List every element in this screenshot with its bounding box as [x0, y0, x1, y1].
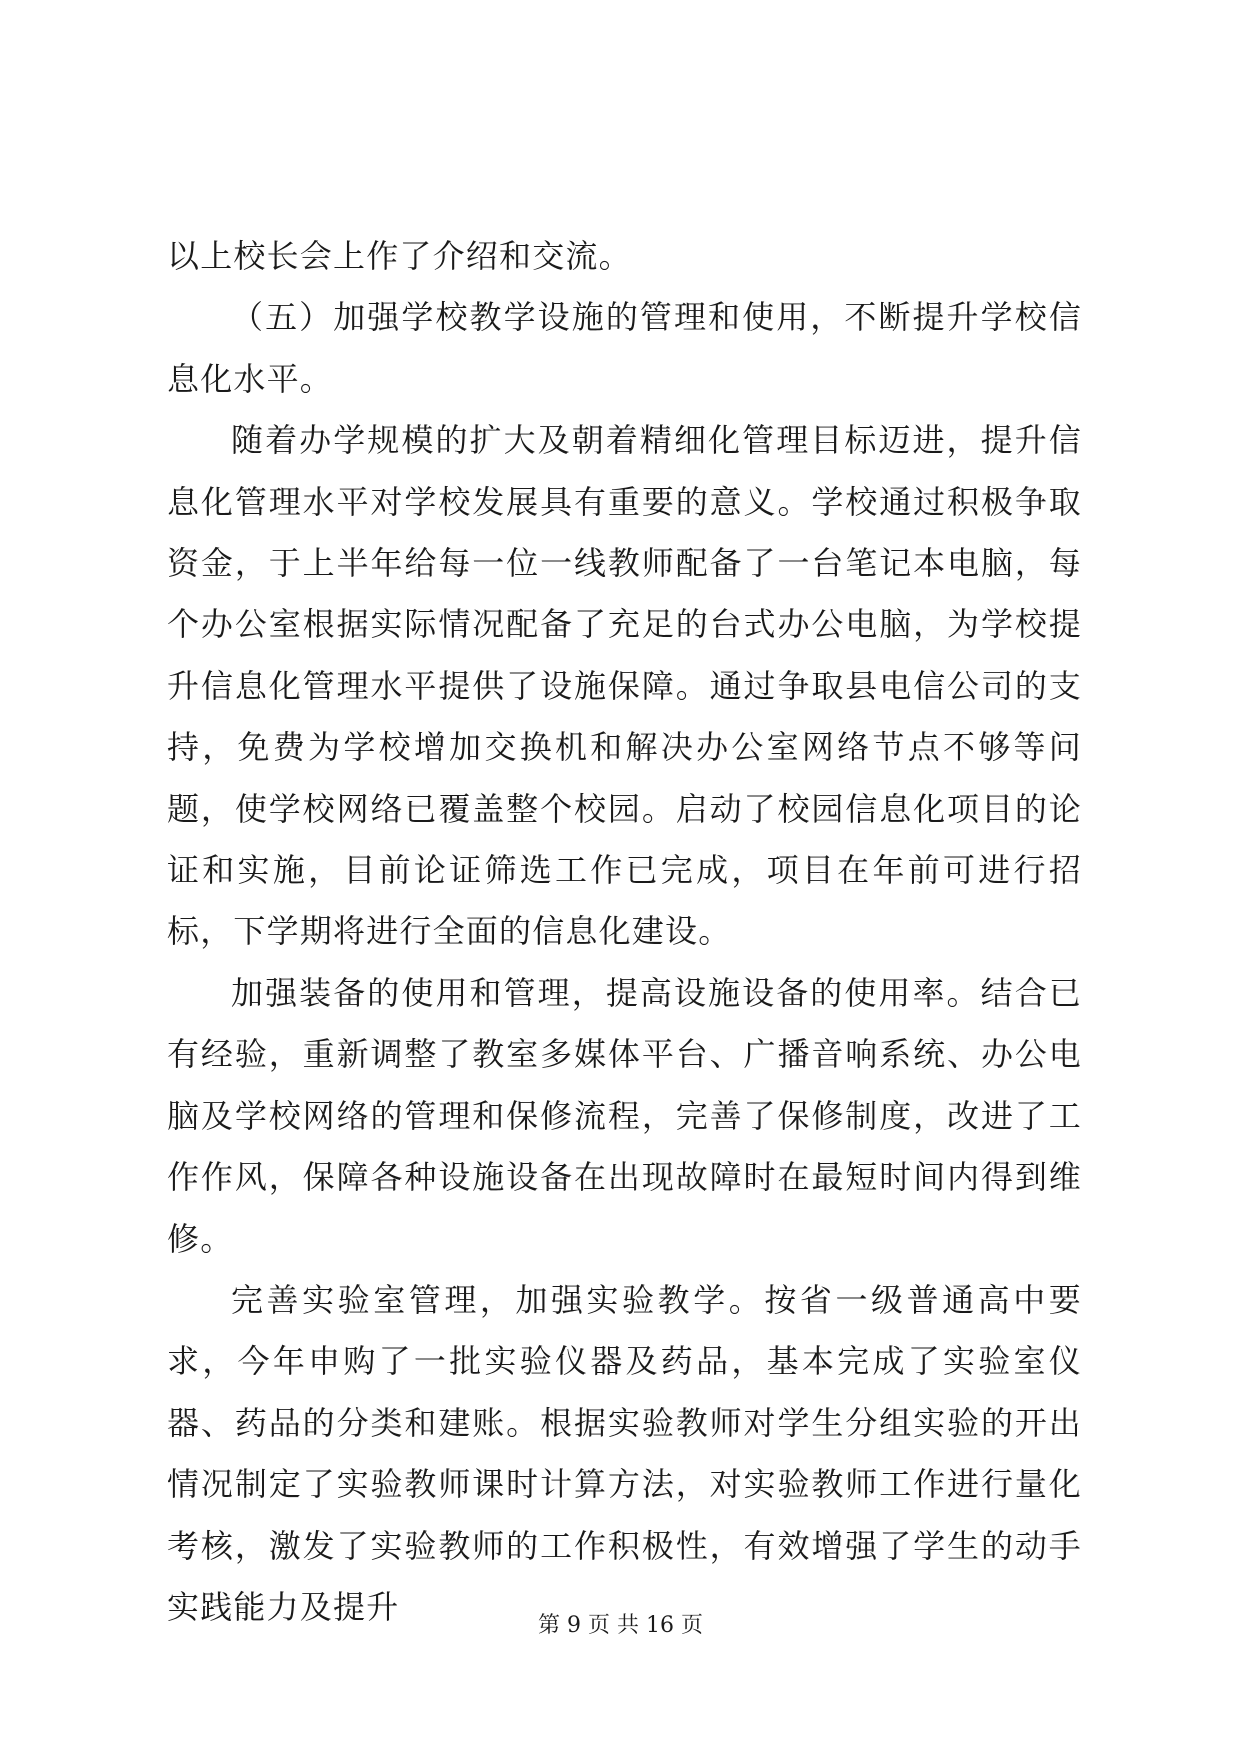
paragraph-2-section-heading: （五）加强学校教学设施的管理和使用，不断提升学校信息化水平。 — [167, 298, 1082, 398]
paragraph-3: 随着办学规模的扩大及朝着精细化管理目标迈进，提升信息化管理水平对学校发展具有重要的意义。学校通过积极争取资金，于上半年给每一位一线教师配备了一台笔记本电脑，每个办公室根据实际情况配备了充足的台式办公电脑，为学校提升信息化管理水平提供了设施保障。通过争取县电信公司的支持，免费为学校增加交换机和解决办公室网络节点不够等问题，使学校网络已覆盖整个校园。启动了校园信息化项目的论证和实施，目前论证筛选工作已完成，项目在年前可进行招标，下学期将进行全面的信息化建设。 — [167, 421, 1082, 951]
paragraph-5: 完善实验室管理，加强实验教学。按省一级普通高中要求，今年申购了一批实验仪器及药品，基本完成了实验室仪器、药品的分类和建账。根据实验教师对学生分组实验的开出情况制定了实验教师课时计算方法，对实验教师工作进行量化考核，激发了实验教师的工作积极性，有效增强了学生的动手实践能力及提升 — [167, 1280, 1082, 1626]
document-body — [167, 226, 1082, 1638]
paragraph-4: 加强装备的使用和管理，提高设施设备的使用率。结合已有经验，重新调整了教室多媒体平台、广播音响系统、办公电脑及学校网络的管理和保修流程，完善了保修制度，改进了工作作风，保障各种设施设备在出现故障时在最短时间内得到维修。 — [167, 973, 1082, 1258]
page-number-footer: 第 9 页 共 16 页 — [538, 1613, 703, 1638]
paragraph-1: 以上校长会上作了介绍和交流。 — [167, 237, 632, 275]
